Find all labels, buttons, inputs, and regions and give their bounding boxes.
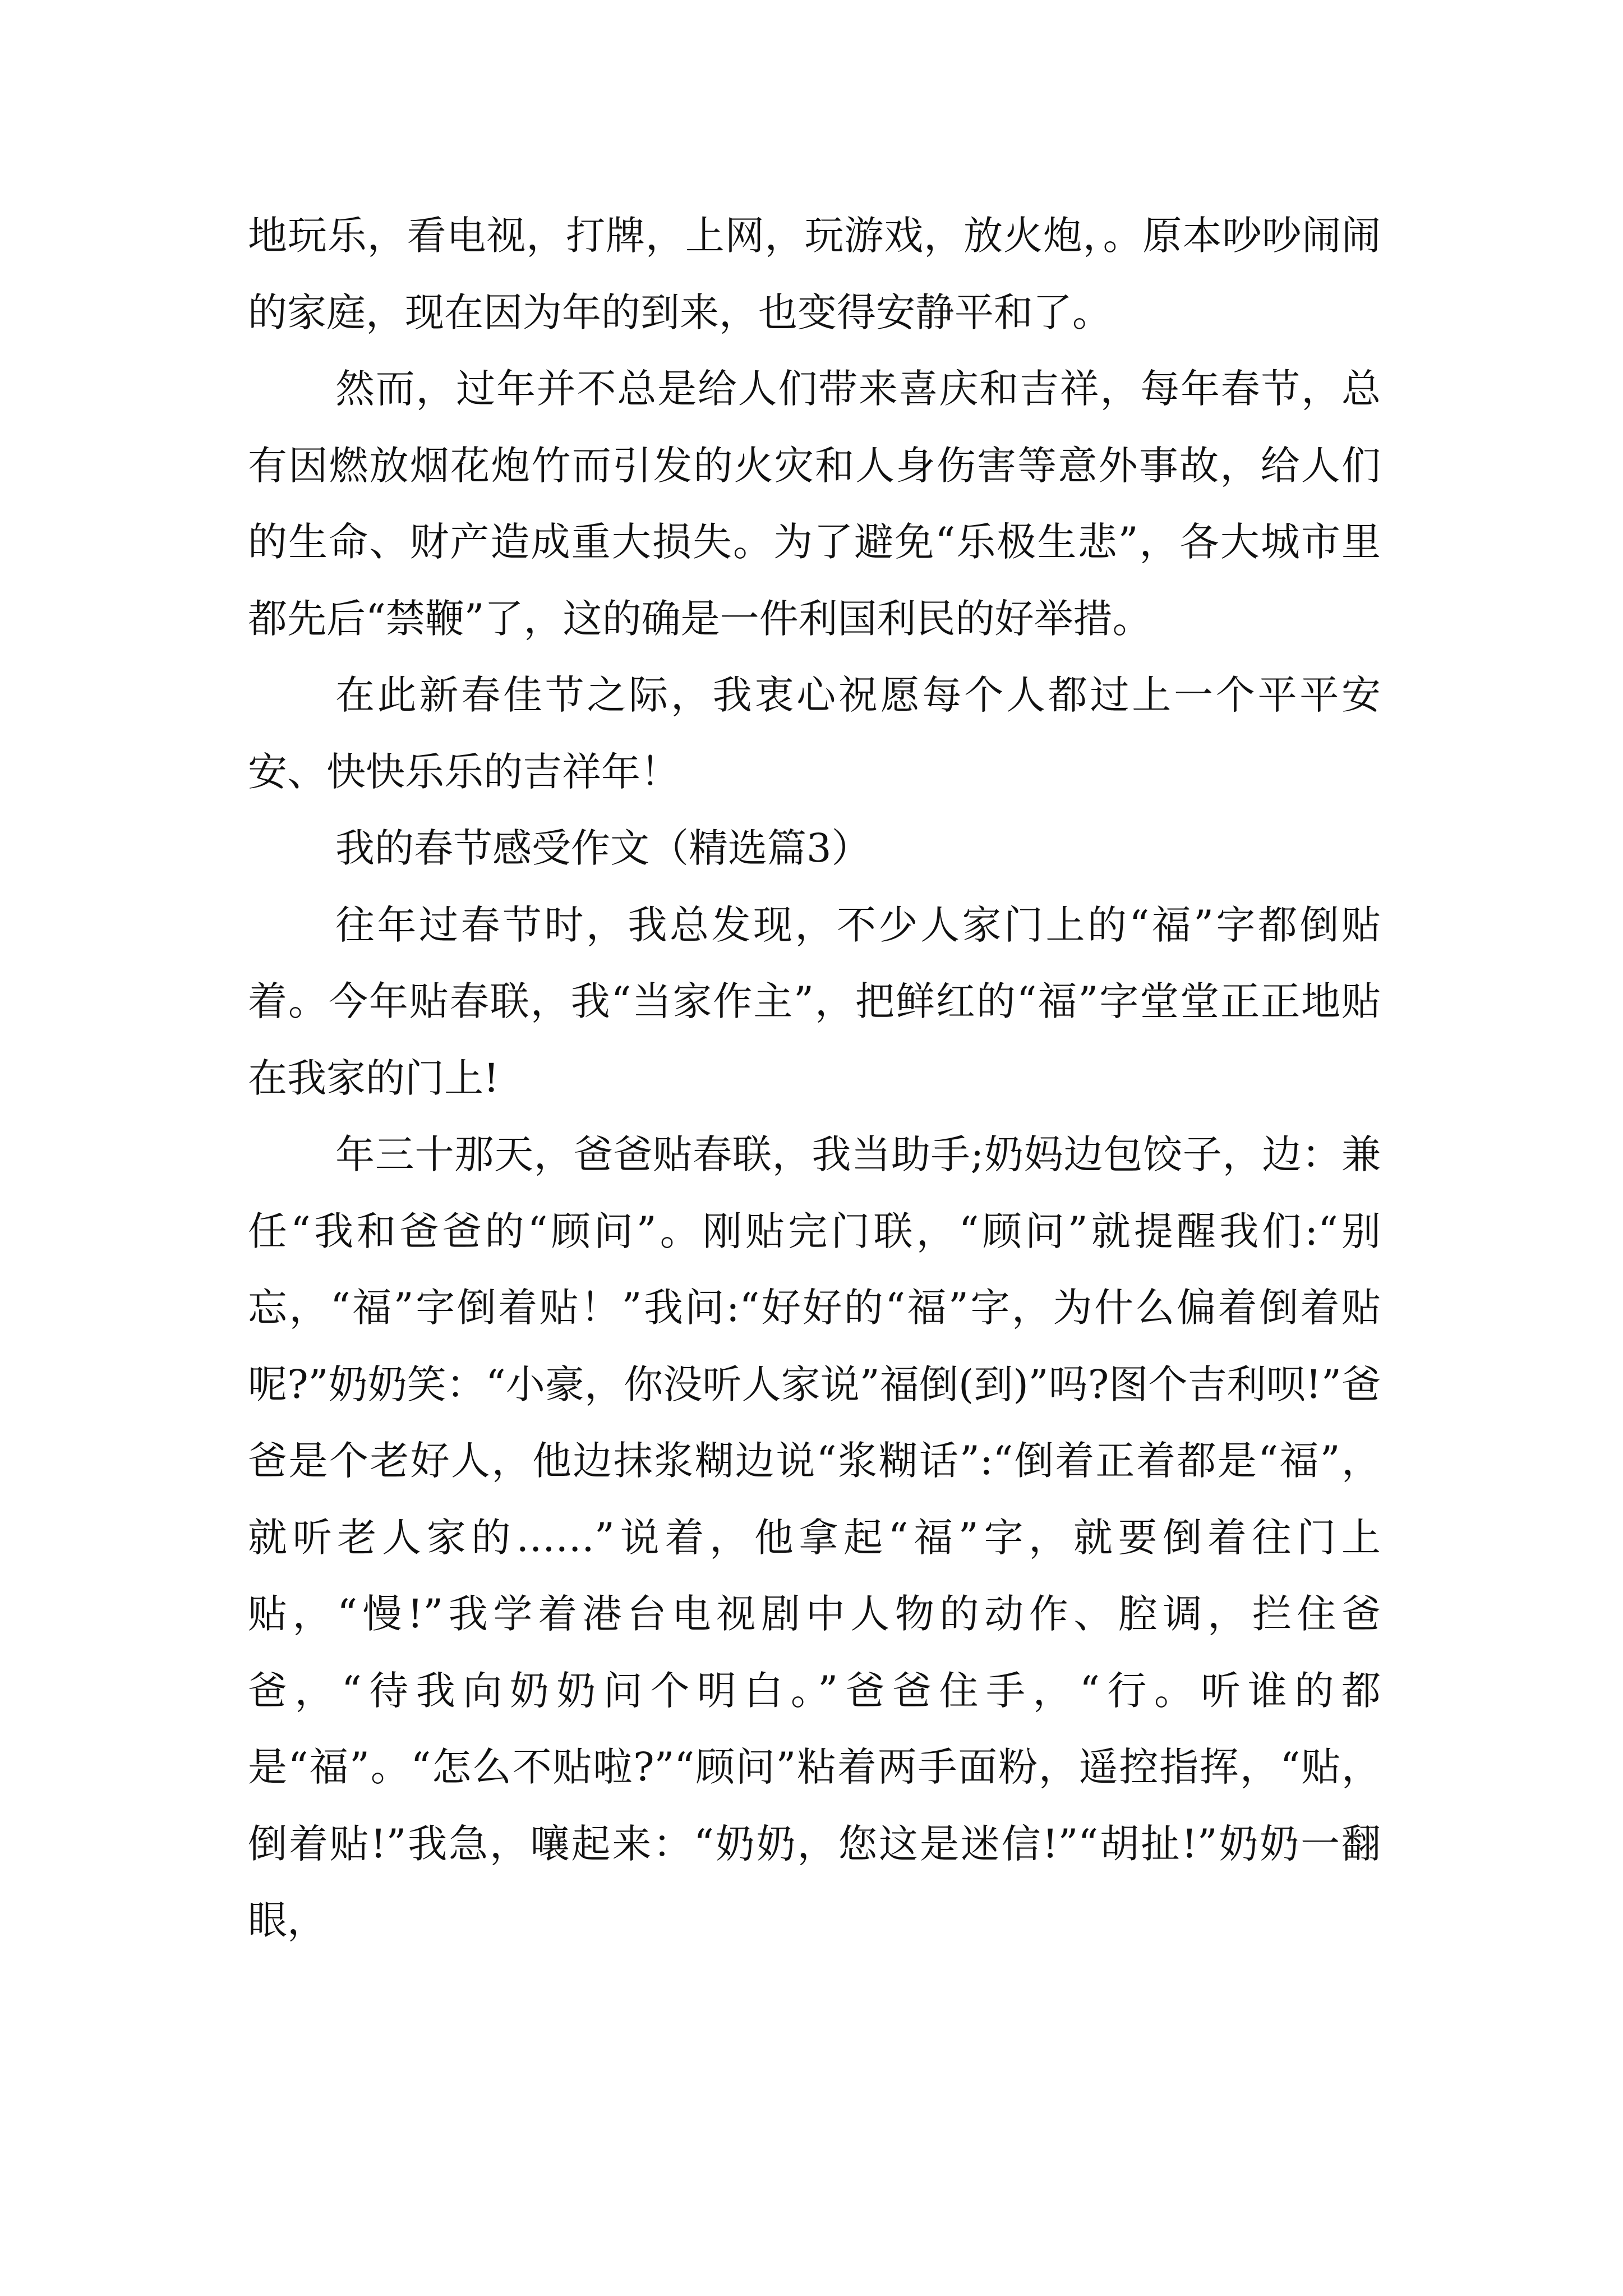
paragraph-1: 地玩乐，看电视，打牌，上网，玩游戏，放火炮，。原本吵吵闹闹的家庭，现在因为年的到来，也变得安静平和了。 <box>248 213 1381 335</box>
section-heading: 我的春节感受作文（精选篇3） <box>335 825 871 871</box>
paragraph-2: 然而，过年并不总是给人们带来喜庆和吉祥，每年春节，总有因燃放烟花炮竹而引发的火灾和人身伤害等意外事故，给人们的生命、财产造成重大损失。为了避免“乐极生悲”，各大城市里都先后“禁鞭”了，这的确是一件利国利民的好举措。 <box>248 366 1381 642</box>
paragraph-5: 年三十那天，爸爸贴春联，我当助手;奶妈边包饺子，边：兼任“我和爸爸的“顾问”。刚贴完门联，“顾问”就提醒我们:“别忘，“福”字倒着贴！”我问:“好好的“福”字，为什么偏着倒着贴呢?”奶奶笑：“小豪，你没听人家说”福倒(到)”吗?图个吉利呗!”爸爸是个老好人，他边抹浆糊边说“浆糊话”:“倒着正着都是“福”，就听老人家的……”说着，他拿起“福”字，就要倒着往门上贴，“慢!”我学着港台电视剧中人物的动作、腔调，拦住爸爸，“待我向奶奶问个明白。”爸爸住手，“行。听谁的都是“福”。“怎么不贴啦?”“顾问”粘着两手面粉，遥控指挥，“贴，倒着贴!”我急，嚷起来：“奶奶，您这是迷信!”“胡扯!”奶奶一翻眼， <box>248 1131 1381 1943</box>
paragraph-4: 往年过春节时，我总发现，不少人家门上的“福”字都倒贴着。今年贴春联，我“当家作主”，把鲜红的“福”字堂堂正正地贴在我家的门上! <box>248 901 1381 1101</box>
document-body <box>248 197 1381 1959</box>
paragraph-3: 在此新春佳节之际，我衷心祝愿每个人都过上一个平平安安、快快乐乐的吉祥年！ <box>248 672 1381 795</box>
